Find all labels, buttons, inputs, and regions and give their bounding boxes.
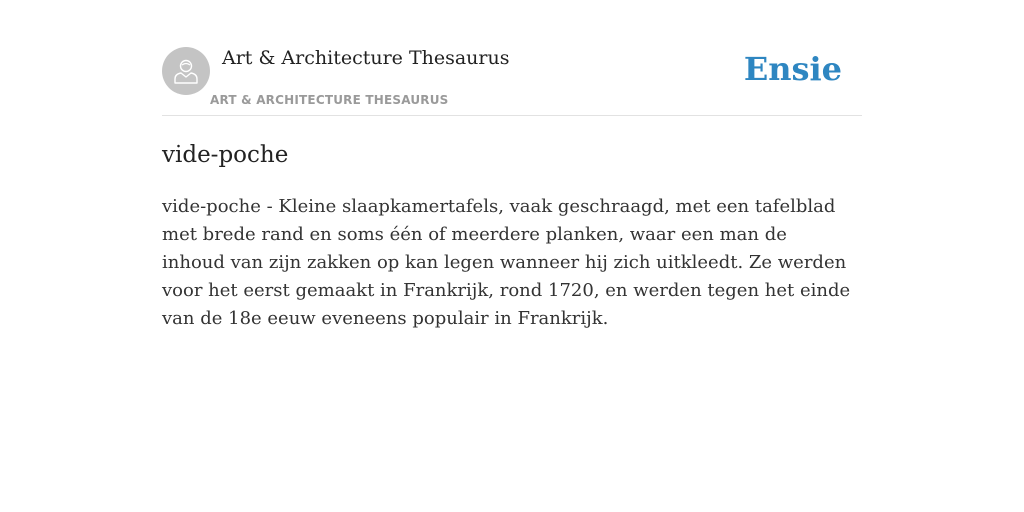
user-avatar-icon	[171, 56, 201, 86]
author-name[interactable]: Art & Architecture Thesaurus	[222, 47, 510, 69]
source-label[interactable]: ART & ARCHITECTURE THESAURUS	[210, 93, 449, 107]
entry-card	[162, 0, 862, 512]
ensie-logo[interactable]: Ensie	[743, 50, 842, 88]
entry-header	[162, 0, 862, 116]
term-definition: vide-poche - Kleine slaapkamertafels, vaak geschraagd, met een tafelblad met brede rand en soms één of meerdere planken, waar een man de inhoud van zijn zakken op kan legen wanneer hij zich uitkleedt. Ze werden voor het eerst gemaakt in Frankrijk, rond 1720, en werden tegen het einde van de 18e eeuw eveneens populair in Frankrijk.	[162, 196, 851, 329]
term-title: vide-poche	[162, 142, 289, 168]
author-avatar[interactable]	[162, 47, 210, 95]
